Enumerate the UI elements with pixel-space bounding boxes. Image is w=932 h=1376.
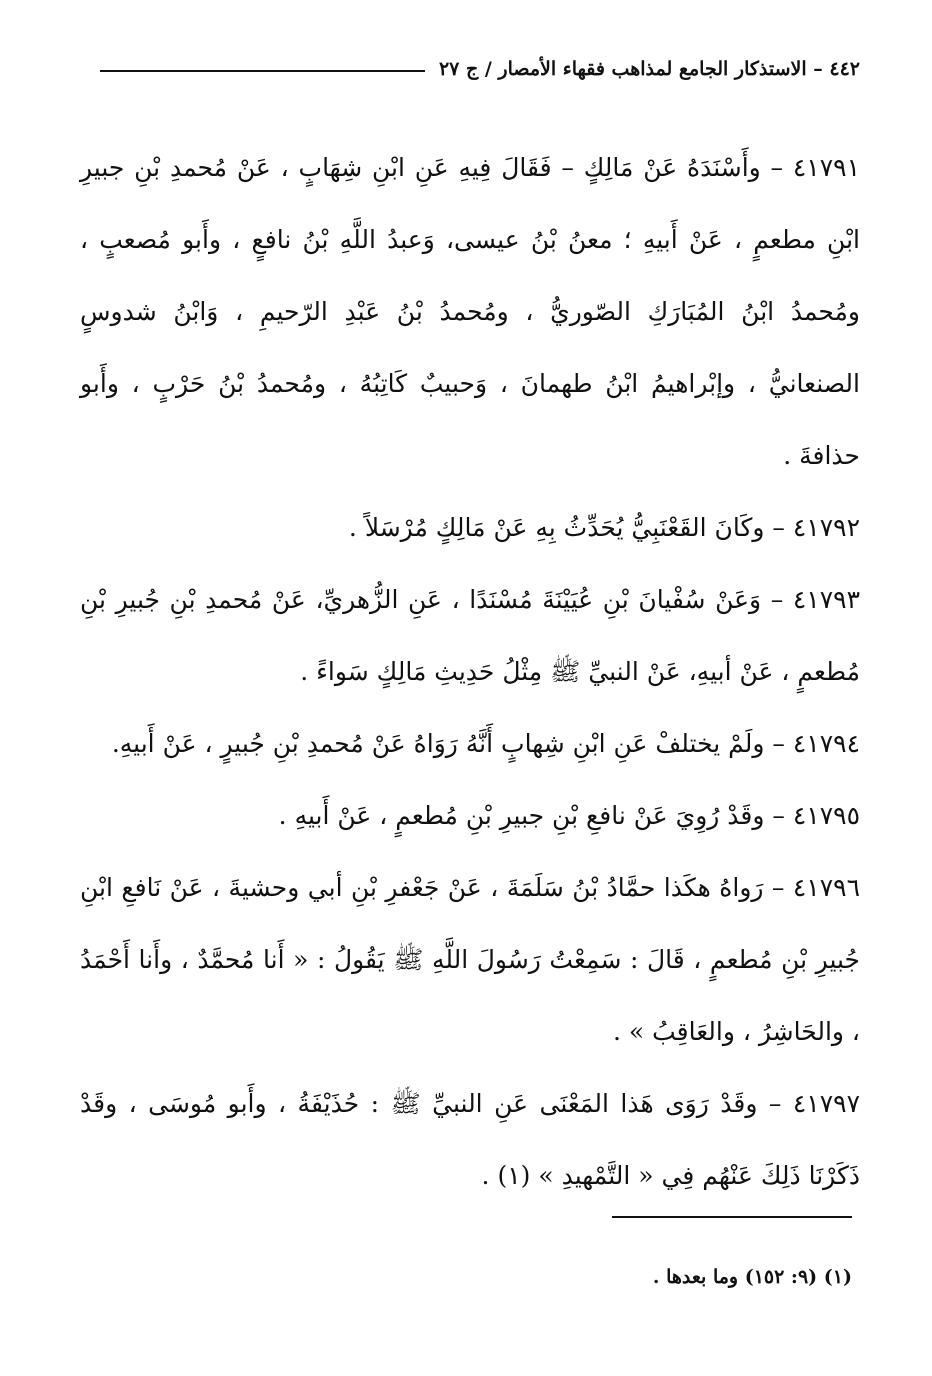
paragraph-41797 <box>80 1068 860 1212</box>
header-rule <box>100 70 425 72</box>
running-header <box>100 52 860 86</box>
paragraph-text: – وكَانَ القَعْنَبِيُّ يُحَدِّثُ بِهِ عَنْ مَالِكٍ مُرْسَلاً . <box>348 513 785 542</box>
paragraph-41794 <box>80 708 860 780</box>
paragraph-text: – رَواهُ هكَذا حمَّادُ بْنُ سَلَمَةَ ، عَنْ جَعْفرِ بْنِ أبي وحشيةَ ، عَنْ نَافعِ ابْنِ جُبيرِ بْنِ مُطعمٍ ، قَالَ : سَمِعْتُ رَسُولَ اللَّهِ ﷺ يَقُولُ : « أَنا مُحمَّدٌ ، وأَنا أَحْمَدُ ، والحَاشِرُ ، والعَاقِبُ » . <box>80 873 860 1046</box>
paragraph-text: – وأَسْنَدَهُ عَنْ مَالِكٍ – فَقَالَ فِيهِ عَنِ ابْنِ شِهَابٍ ، عَنْ مُحمدِ بْنِ جبيرِ ابْنِ مطعمٍ ، عَنْ أَبيهِ ؛ معنُ بْنُ عيسى، وَعبدُ اللَّهِ بْنُ نافعٍ ، وأَبو مُصعبٍ ، ومُحمدُ ابْنُ المُبَارَكِ الصّوريُّ ، ومُحمدُ بْنُ عَبْدِ الرّحيمِ ، وَابْنُ شدوسٍ الصنعانيُّ ، وإبْراهيمُ ابْنُ طهمانَ ، وَحبيبٌ كَاتِبُهُ ، ومُحمدُ بْنُ حَرْبٍ ، وأَبو حذافةَ . <box>80 153 860 470</box>
footnote-text: (١) (٩: ١٥٢) وما بعدها . <box>652 1266 852 1288</box>
paragraph-text: – وقَدْ رَوَى هَذا المَعْنَى عَنِ النبيِّ ﷺ : حُذَيْفَةُ ، وأَبو مُوسَى ، وقَدْ ذَكَرْنَا ذَلِكَ عَنْهُم فِي « التَّمْهيدِ » (١) . <box>80 1089 860 1190</box>
paragraph-41795 <box>80 780 860 852</box>
paragraph-number: ٤١٧٩٦ <box>792 873 861 902</box>
paragraph-text: – وقَدْ رُوِيَ عَنْ نافعِ بْنِ جبيرِ بْنِ مُطعمٍ ، عَنْ أَبيهِ . <box>278 801 785 830</box>
paragraph-number: ٤١٧٩٤ <box>792 729 860 758</box>
header-title: ٤٤٢ – الاستذكار الجامع لمذاهب فقهاء الأمصار / ج ٢٧ <box>438 58 860 80</box>
body-text <box>80 132 860 1212</box>
footnote-rule <box>612 1216 852 1218</box>
footnote <box>80 1260 852 1294</box>
paragraph-41791 <box>80 132 860 492</box>
paragraph-text: – وَعَنْ سُفْيانَ بْنِ عُيَيْنَةَ مُسْنَدًا ، عَنِ الزُّهريِّ، عَنْ مُحمدِ بْنِ جُبيرِ بْنِ مُطعمٍ ، عَنْ أبيهِ، عَنْ النبيِّ ﷺ مِثْلُ حَدِيثِ مَالِكٍ سَواءً . <box>80 585 860 686</box>
paragraph-41792 <box>80 492 860 564</box>
paragraph-number: ٤١٧٩٥ <box>792 801 860 830</box>
paragraph-41793 <box>80 564 860 708</box>
paragraph-number: ٤١٧٩٧ <box>792 1089 861 1118</box>
paragraph-number: ٤١٧٩٣ <box>792 585 860 614</box>
paragraph-number: ٤١٧٩١ <box>792 153 861 182</box>
paragraph-number: ٤١٧٩٢ <box>792 513 860 542</box>
paragraph-41796 <box>80 852 860 1068</box>
paragraph-text: – ولَمْ يختلفْ عَنِ ابْنِ شِهابٍ أَنَّهُ رَوَاهُ عَنْ مُحمدِ بْنِ جُبيرٍ ، عَنْ أَبيهِ. <box>111 729 785 758</box>
